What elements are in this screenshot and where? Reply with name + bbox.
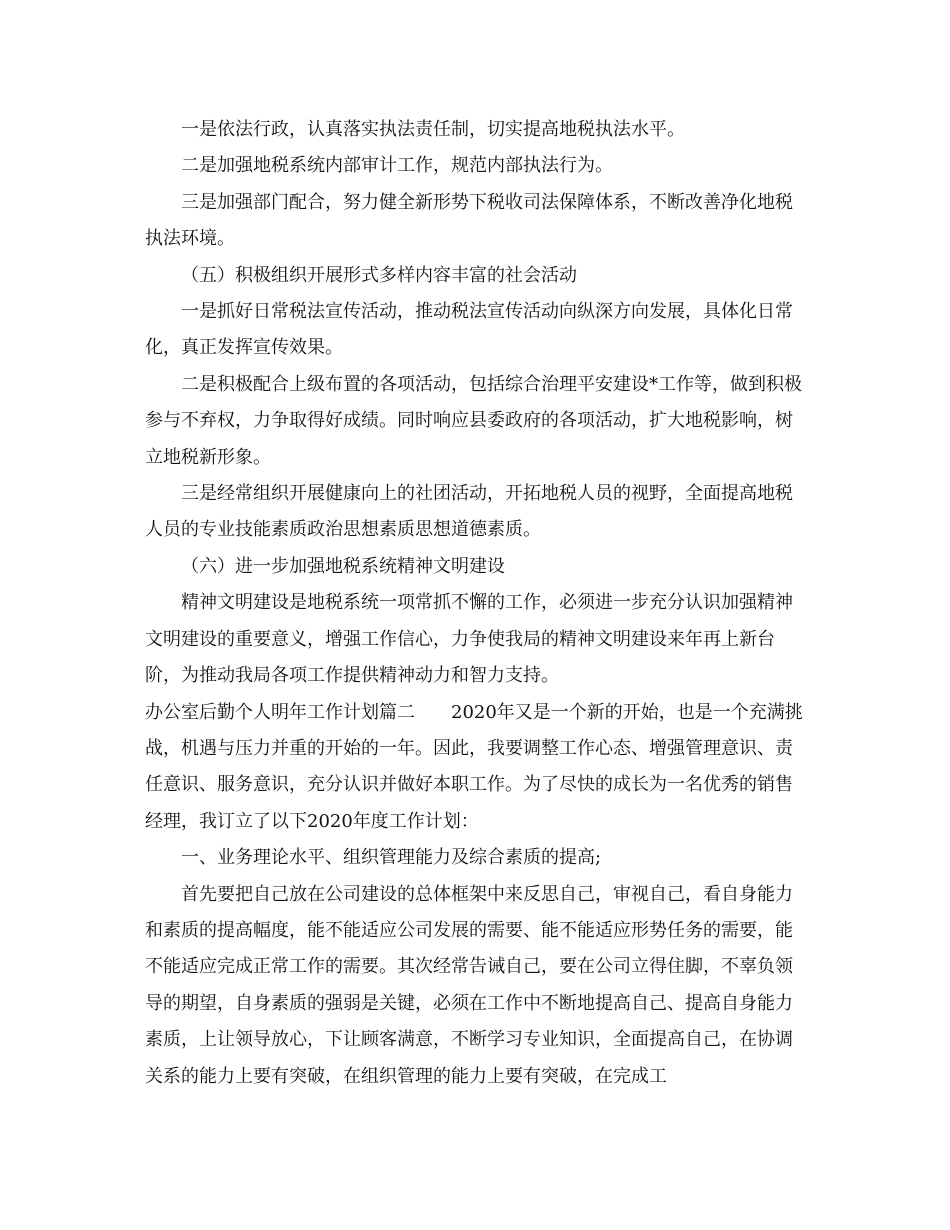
paragraph: 首先要把自己放在公司建设的总体框架中来反思自己，审视自己，看自身能力和素质的提高幅度，能不能适应公司发展的需要、能不能适应形势任务的需要，能不能适应完成正常工作的需要。其次经常告诫自己，要在公司立得住脚，不辜负领导的期望，自身素质的强弱是关键，必须在工作中不断地提高自己、提高自身能力素质，上让领导放心，下让顾客满意，不断学习专业知识，全面提高自己，在协调关系的能力上要有突破，在组织管理的能力上要有突破，在完成工 — [145, 883, 793, 1087]
section-heading: （六）进一步加强地税系统精神文明建设 — [181, 555, 505, 577]
section-heading: （五）积极组织开展形式多样内容丰富的社会活动 — [181, 264, 577, 286]
paragraph: 一是抓好日常税法宣传活动，推动税法宣传活动向纵深方向发展，具体化日常化，真正发挥宣传效果。 — [145, 301, 793, 359]
paragraph: 二是加强地税系统内部审计工作，规范内部执法行为。 — [181, 155, 613, 177]
paragraph: 一是依法行政，认真落实执法责任制，切实提高地税执法水平。 — [181, 119, 685, 140]
paragraph: 三是经常组织开展健康向上的社团活动，开拓地税人员的视野，全面提高地税人员的专业技能素质政治思想素质思想道德素质。 — [145, 483, 793, 541]
paragraph: 三是加强部门配合，努力健全新形势下税收司法保障体系，不断改善净化地税执法环境。 — [145, 191, 793, 250]
paragraph: 二是积极配合上级布置的各项活动，包括综合治理平安建设*工作等，做到积极参与不弃权，力争取得好成绩。同时响应县委政府的各项活动，扩大地税影响，树立地税新形象。 — [145, 373, 802, 468]
document-body — [145, 112, 810, 1095]
paragraph: 精神文明建设是地税系统一项常抓不懈的工作，必须进一步充分认识加强精神文明建设的重要意义，增强工作信心，力争使我局的精神文明建设来年再上新台阶，为推动我局各项工作提供精神动力和智力支持。 — [145, 592, 793, 687]
paragraph: 办公室后勤个人明年工作计划篇二 2020年又是一个新的开始，也是一个充满挑战，机遇与压力并重的开始的一年。因此，我要调整工作心态、增强管理意识、责任意识、服务意识，充分认识并做好本职工作。为了尽快的成长为一名优秀的销售经理，我订立了以下2020年度工作计划： — [145, 701, 803, 832]
paragraph: 一、业务理论水平、组织管理能力及综合素质的提高; — [181, 847, 602, 869]
